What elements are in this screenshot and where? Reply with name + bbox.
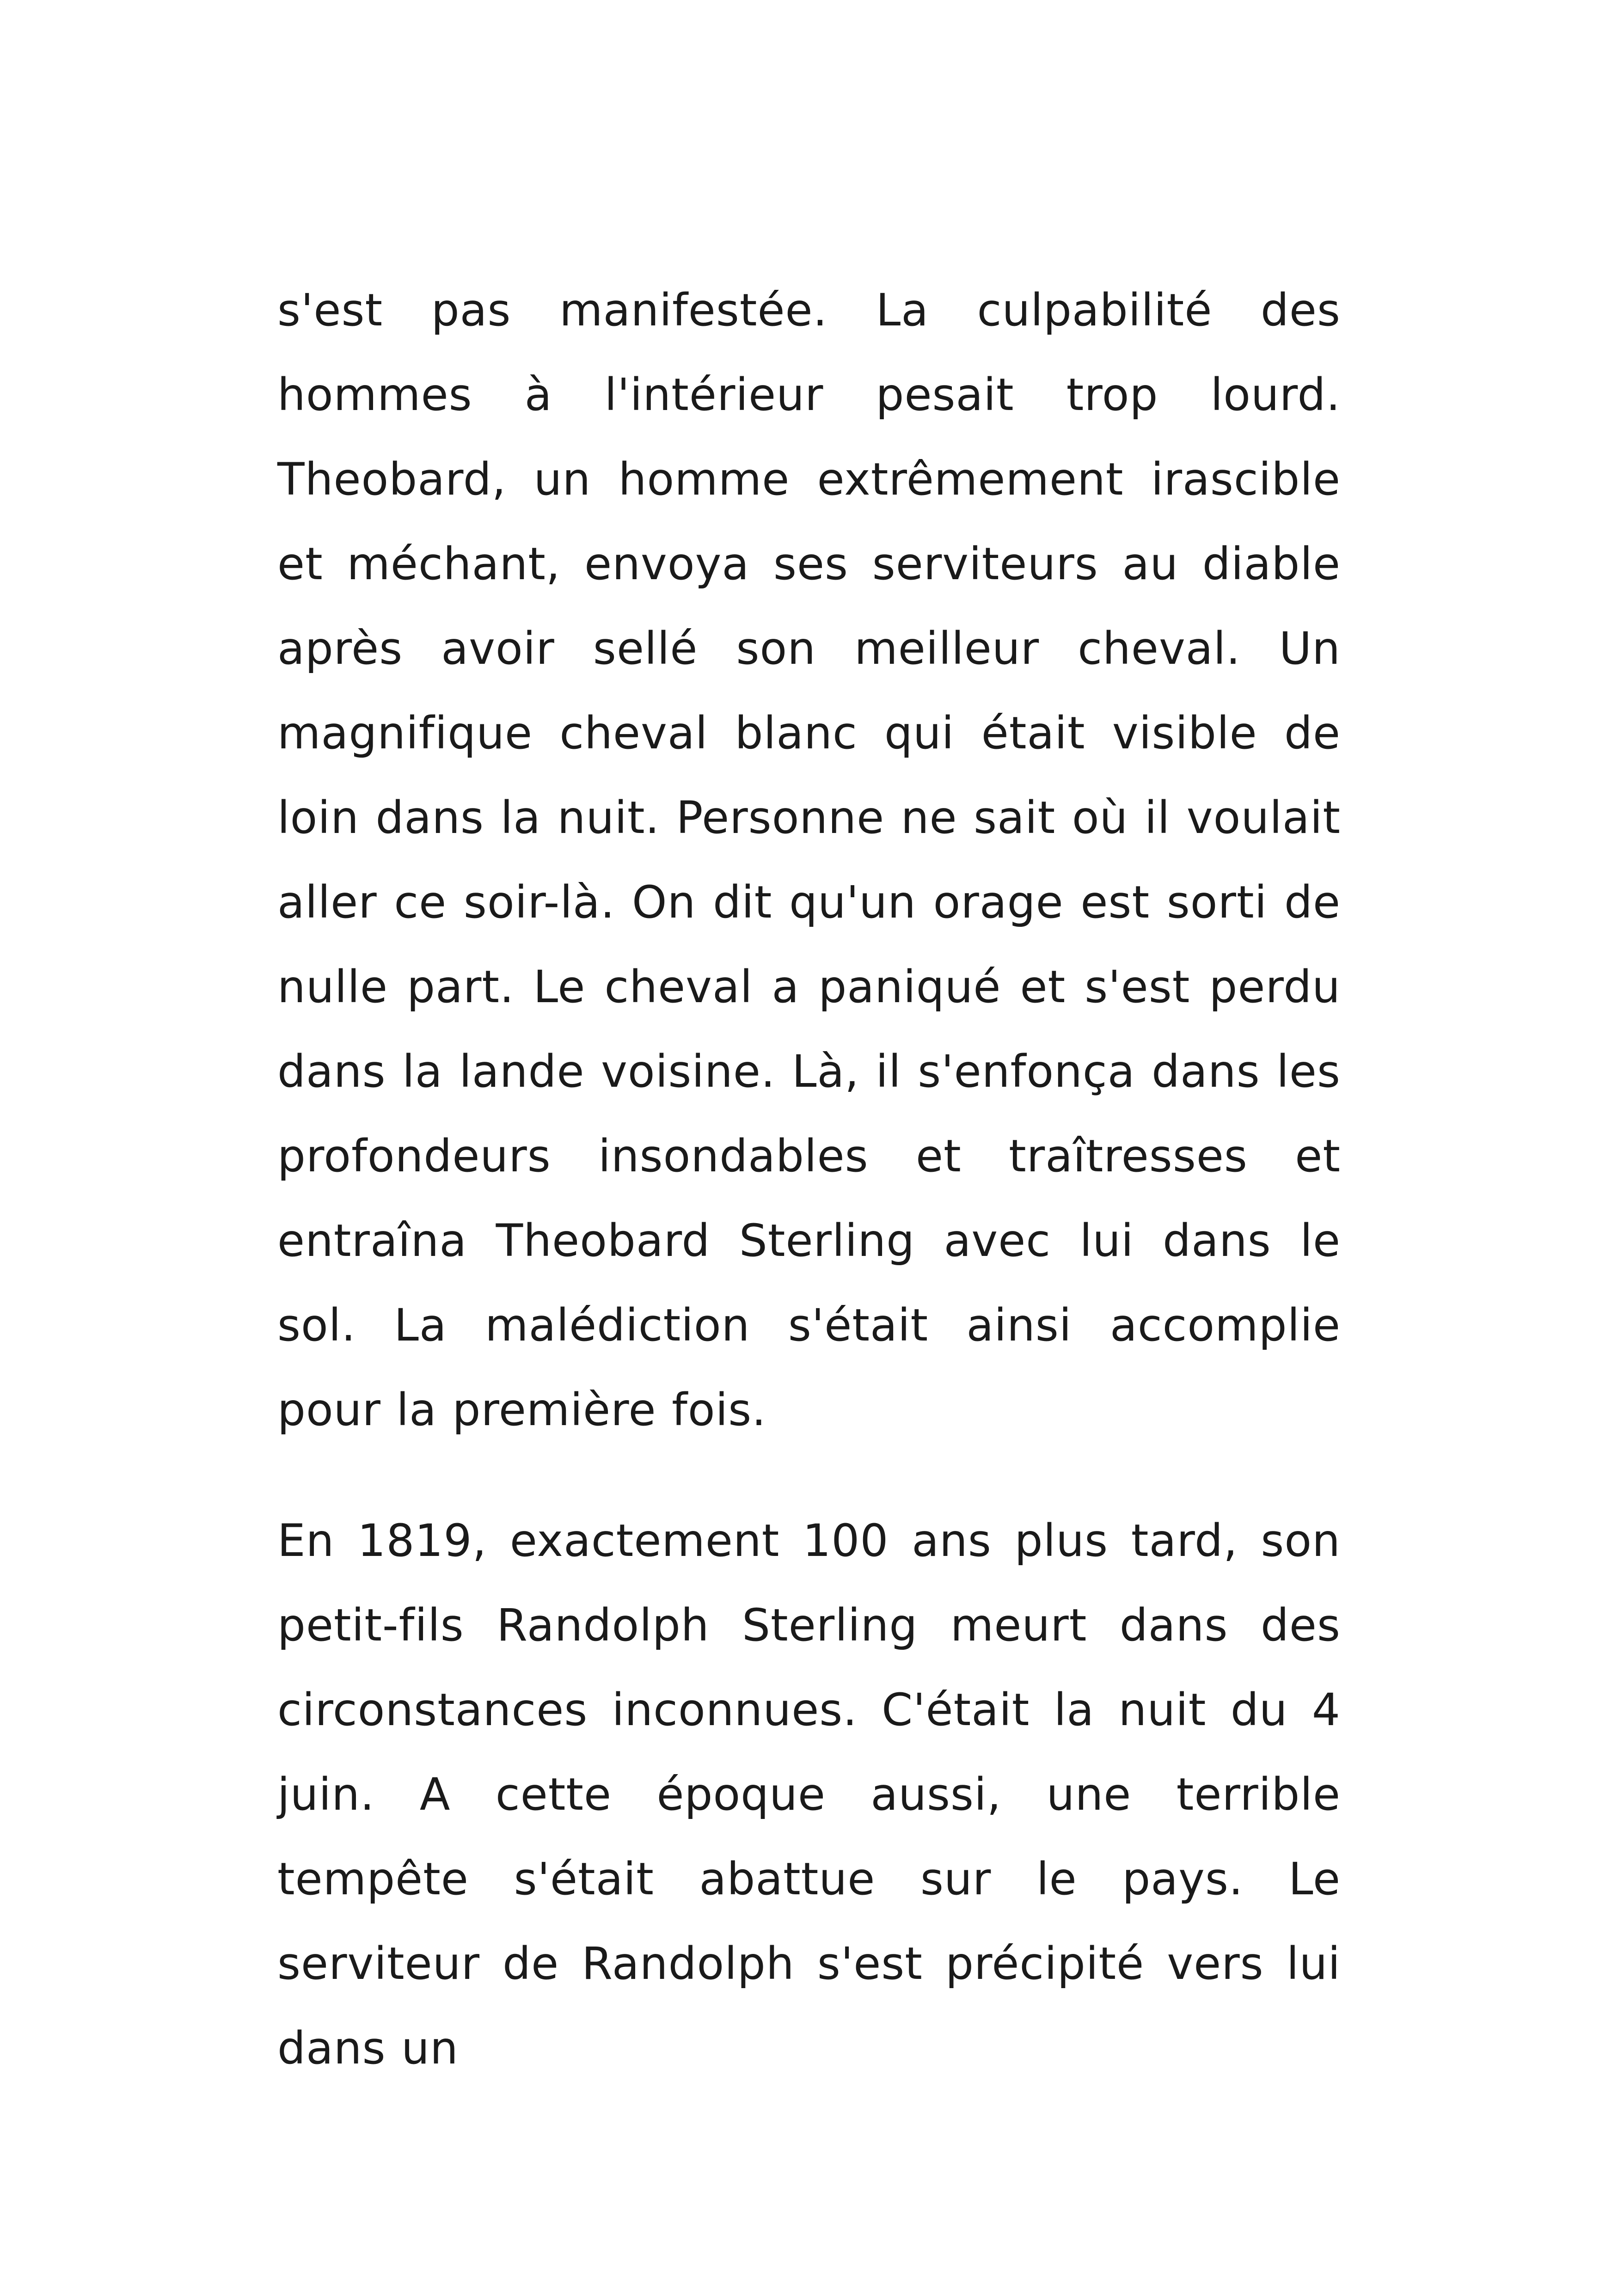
paragraph-2: En 1819, exactement 100 ans plus tard, son petit-fils Randolph Sterling meurt dans des circonstances inconnues. C'était la nuit du 4 juin. A cette époque aussi, une terrible tempête s'était abattue sur le pays. Le serviteur de Randolph s'est précipité vers lui dans un (277, 1515, 1341, 2074)
body-text (277, 268, 1341, 2091)
paragraph-1: s'est pas manifestée. La culpabilité des hommes à l'intérieur pesait trop lourd. Theobard, un homme extrêmement irascible et méchant, envoya ses serviteurs au diable après avoir sellé son meilleur cheval. Un magnifique cheval blanc qui était visible de loin dans la nuit. Personne ne sait où il voulait aller ce soir-là. On dit qu'un orage est sorti de nulle part. Le cheval a paniqué et s'est perdu dans la lande voisine. Là, il s'enfonça dans les profondeurs insondables et traîtresses et entraîna Theobard Sterling avec lui dans le sol. La malédiction s'était ainsi accomplie pour la première fois. (277, 284, 1341, 1436)
